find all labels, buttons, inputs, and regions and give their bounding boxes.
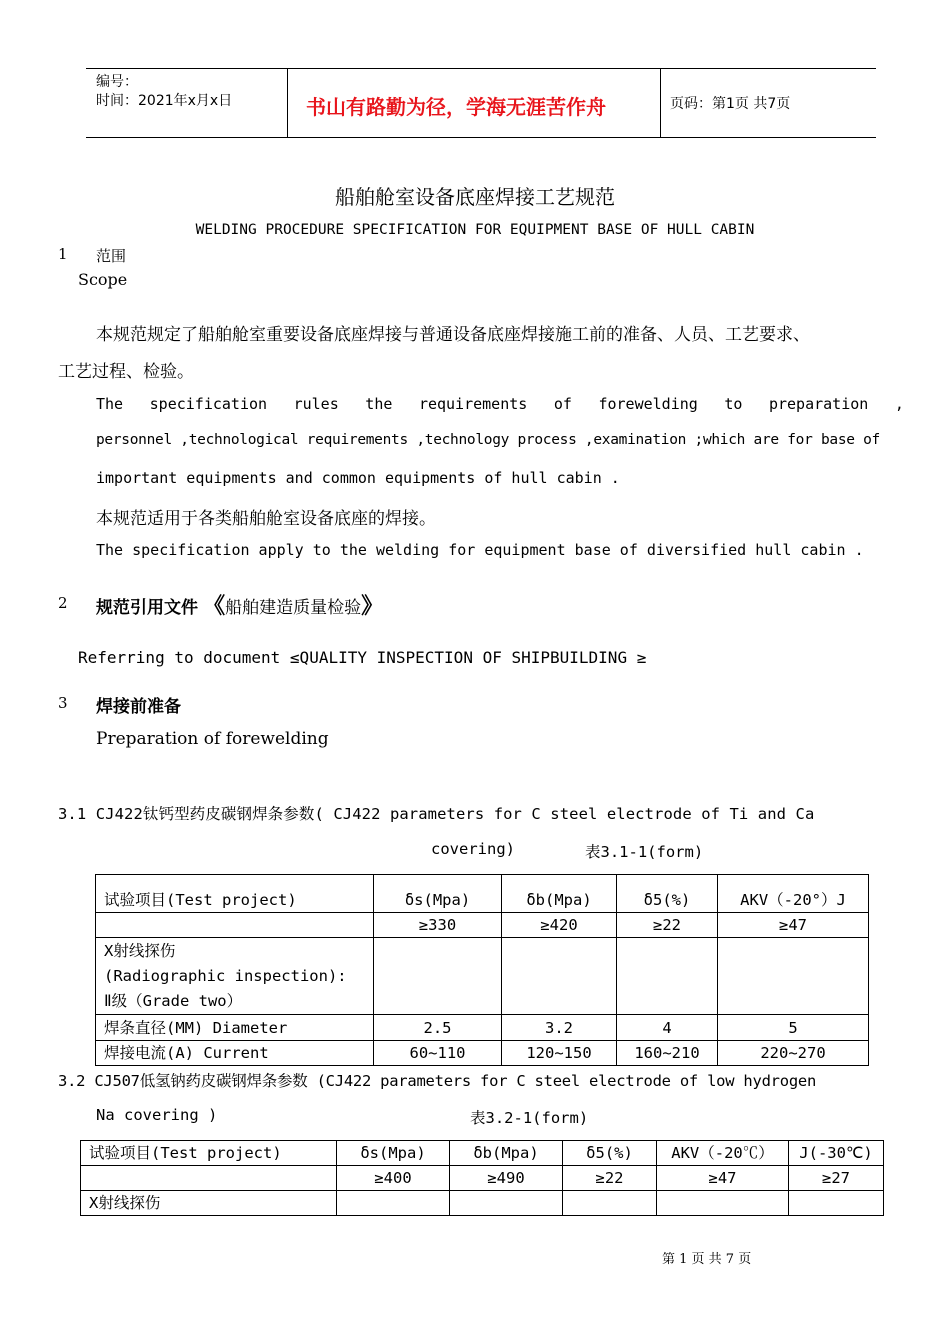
- section-1-number: 1: [58, 245, 68, 263]
- table-3-2: [80, 1140, 884, 1216]
- page-footer: 第 1 页 共 7 页: [662, 1252, 752, 1267]
- header-cell: δ5(%): [563, 1141, 657, 1166]
- s1-paragraph-cn-line2: 工艺过程、检验。: [58, 362, 194, 382]
- xray-label-en: (Radiographic inspection):: [104, 966, 347, 985]
- s1-paragraph-cn-line1: 本规范规定了船舶舱室重要设备底座焊接与普通设备底座焊接施工前的准备、人员、工艺要求、: [96, 325, 810, 345]
- table-cell: 160~210: [617, 1041, 718, 1066]
- table-cell: [563, 1191, 657, 1216]
- header-cell: 试验项目(Test project): [81, 1141, 337, 1166]
- table-row: [96, 1041, 869, 1066]
- s1-paragraph-en-line1: [96, 395, 904, 413]
- header-page-cell: [661, 69, 875, 137]
- table-cell: 120~150: [502, 1041, 617, 1066]
- en-word: preparation: [768, 395, 869, 413]
- doc-time: 时间：2021年x月x日: [96, 93, 233, 109]
- s31-heading-line1: 3.1 CJ422钛钙型药皮碳钢焊条参数( CJ422 parameters for C steel electrode of Ti and Ca: [58, 805, 815, 823]
- table-cell: [718, 938, 869, 1015]
- table-row: [96, 1015, 869, 1041]
- table-cell: [81, 1166, 337, 1191]
- header-cell: δs(Mpa): [374, 875, 502, 913]
- table-cell: [96, 913, 374, 938]
- table-cell: [502, 938, 617, 1015]
- s32-table-caption: 表3.2-1(form): [470, 1109, 589, 1127]
- header-page-info: 页码：第1页 共7页: [670, 96, 791, 112]
- header-cell: δb(Mpa): [502, 875, 617, 913]
- header-meta-cell: [86, 69, 288, 137]
- table-row: [96, 938, 869, 1015]
- table-cell: ≥27: [789, 1166, 884, 1191]
- en-word: ,: [894, 395, 904, 413]
- s1-paragraph2-cn: 本规范适用于各类船舶舱室设备底座的焊接。: [96, 509, 436, 529]
- section-1-title-en: Scope: [78, 270, 128, 289]
- doc-number: 编号：: [96, 74, 138, 90]
- table-cell: ≥330: [374, 913, 502, 938]
- table-cell: 焊接电流(A) Current: [96, 1041, 374, 1066]
- document-subtitle: WELDING PROCEDURE SPECIFICATION FOR EQUIPMENT BASE OF HULL CABIN: [195, 222, 755, 238]
- section-3-number: 3: [58, 694, 68, 712]
- table-cell: ≥22: [617, 913, 718, 938]
- section-2-en: Referring to document ≤QUALITY INSPECTION OF SHIPBUILDING ≥: [78, 648, 647, 667]
- en-word: requirements: [418, 395, 528, 413]
- table-cell: 4: [617, 1015, 718, 1041]
- header-cell: δs(Mpa): [337, 1141, 450, 1166]
- table-cell: 5: [718, 1015, 869, 1041]
- table-cell: [789, 1191, 884, 1216]
- s1-paragraph-en-line3: important equipments and common equipments of hull cabin .: [96, 469, 620, 487]
- table-row: [96, 913, 869, 938]
- table-cell: [657, 1191, 789, 1216]
- table-3-1: [95, 874, 869, 1066]
- table-cell: 60~110: [374, 1041, 502, 1066]
- table-cell: ≥490: [450, 1166, 563, 1191]
- reference-title: 船舶建造质量检验: [225, 598, 362, 618]
- en-word: specification: [149, 395, 268, 413]
- table-cell: [617, 938, 718, 1015]
- xray-label: X射线探伤: [104, 941, 176, 960]
- table-header-row: [81, 1141, 884, 1166]
- en-word: of: [553, 395, 572, 413]
- table-cell: 2.5: [374, 1015, 502, 1041]
- table-cell: 3.2: [502, 1015, 617, 1041]
- en-word: forewelding: [598, 395, 698, 413]
- section-2-number: 2: [58, 594, 68, 612]
- header-cell: AKV（-20℃）: [657, 1141, 789, 1166]
- s31-table-caption: 表3.1-1(form): [585, 843, 704, 861]
- table-cell: [337, 1191, 450, 1216]
- en-word: to: [724, 395, 743, 413]
- s32-heading-line1: 3.2 CJ507低氢钠药皮碳钢焊条参数 (CJ422 parameters for C steel electrode of low hydrogen: [58, 1072, 817, 1090]
- header-cell: AKV（-20°）J: [718, 875, 869, 913]
- header-cell: δb(Mpa): [450, 1141, 563, 1166]
- header-cell: δ5(%): [617, 875, 718, 913]
- en-word: The: [96, 395, 124, 413]
- s1-paragraph-en-line2: personnel ,technological requirements ,technology process ,examination ;which are for base of: [96, 432, 880, 448]
- header-motto: 书山有路勤为径，学海无涯苦作舟: [306, 95, 606, 119]
- en-word: the: [365, 395, 393, 413]
- table-cell: 220~270: [718, 1041, 869, 1066]
- open-quote: 《: [203, 593, 226, 619]
- page-header: [86, 68, 876, 138]
- table-cell: [450, 1191, 563, 1216]
- s32-heading-line2a: Na covering ): [96, 1106, 218, 1124]
- en-word: rules: [293, 395, 339, 413]
- table-cell: 焊条直径(MM) Diameter: [96, 1015, 374, 1041]
- table-cell: ≥47: [657, 1166, 789, 1191]
- close-quote: 》: [361, 593, 384, 619]
- section-1-title: 范围: [96, 247, 127, 265]
- table-cell: ≥420: [502, 913, 617, 938]
- section-2-title-bold: 规范引用文件: [96, 598, 198, 618]
- header-cell: 试验项目(Test project): [96, 875, 374, 913]
- section-2-title: [96, 589, 383, 620]
- table-cell: X射线探伤: [81, 1191, 337, 1216]
- header-motto-cell: [288, 69, 661, 137]
- header-cell: J(-30℃): [789, 1141, 884, 1166]
- table-cell: ≥400: [337, 1166, 450, 1191]
- section-3-title-en: Preparation of forewelding: [96, 729, 329, 749]
- table-header-row: [96, 875, 869, 913]
- table-cell: ≥22: [563, 1166, 657, 1191]
- table-row: [81, 1166, 884, 1191]
- xray-grade: Ⅱ级（Grade two）: [104, 991, 243, 1010]
- s31-heading-line2a: covering): [431, 840, 515, 858]
- table-cell: [374, 938, 502, 1015]
- document-title: 船舶舱室设备底座焊接工艺规范: [335, 185, 615, 209]
- table-cell: [96, 938, 374, 1015]
- table-row: [81, 1191, 884, 1216]
- s1-paragraph2-en: The specification apply to the welding for equipment base of diversified hull cabin .: [96, 541, 864, 559]
- section-3-title: 焊接前准备: [96, 697, 181, 717]
- table-cell: ≥47: [718, 913, 869, 938]
